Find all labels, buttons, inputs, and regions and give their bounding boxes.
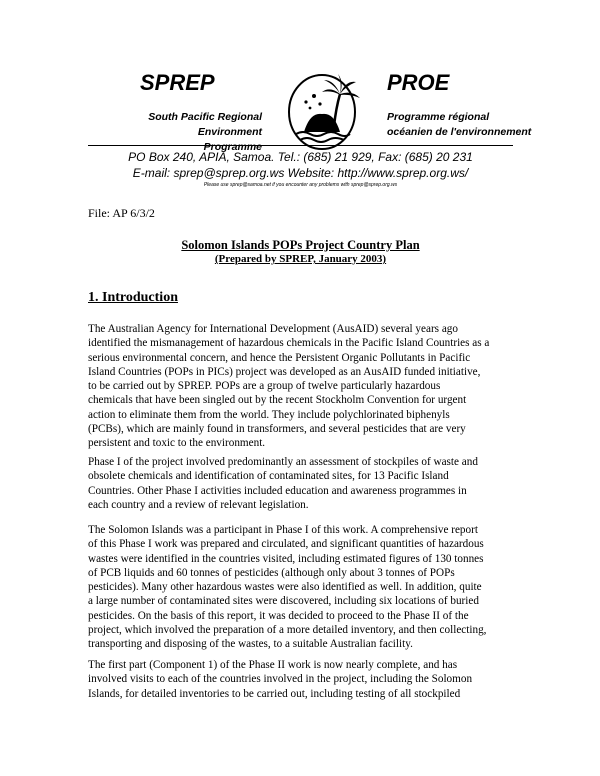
contact-email-website-line: E-mail: sprep@sprep.org.ws Website: http://www.sprep.org.ws/ [132,166,469,180]
contact-address-line: PO Box 240, APIA, Samoa. Tel.: (685) 21 929, Fax: (685) 20 231 [128,150,473,164]
paragraph-line: of PCB liquids and 60 tonnes of pesticides (although only about 3 tonnes of POPs [88,566,455,579]
org-subtitle-french-line: océanien de l'environnement [387,126,532,138]
org-name-sprep: SPREP [140,70,215,95]
paragraph-line: each country and a review of relevant legislation. [88,498,309,511]
file-reference: File: AP 6/3/2 [88,206,155,220]
contact-note: Please use sprep@samoa.net if you encounter any problems with sprep@sprep.org.ws [203,182,398,188]
paragraph-line: persistent and toxic to the environment. [88,437,266,450]
paragraph-line: action to eliminate them from the world. They include polychlorinated biphenyls [88,408,450,421]
paragraph-line: Countries. Other Phase I activities included education and awareness programmes in [88,484,467,497]
paragraph [88,658,518,701]
paragraph-line: The Solomon Islands was a participant in Phase I of this work. A comprehensive report [88,524,478,536]
paragraph-line: chemicals that have been singled out by the recent Stockholm Convention for urgent [88,394,467,407]
paragraph-line: involved visits to each of the countries involved in the project, including the Solomon [88,673,473,686]
paragraph-line: serious environmental concern, and hence the Persistent Organic Pollutants in Pacific [88,351,471,364]
paragraph-line: identified the mismanagement of hazardous chemicals in the Pacific Island Countries as a [88,337,490,350]
org-subtitle-english-line: Environment Programme [197,126,262,153]
paragraph-line: The Australian Agency for International Development (AusAID) several years ago [88,323,458,335]
org-subtitle-french-line: Programme régional [387,111,490,123]
paragraph-line: Phase I of the project involved predominantly an assessment of stockpiles of waste and [88,456,478,468]
paragraph-line: The first part (Component 1) of the Phase II work is now nearly complete, and has [88,659,458,671]
paragraph-line: pesticides). Many other hazardous wastes were also identified as well. In addition, quite [88,581,482,594]
paragraph-line: wastes were identified in the countries visited, including estimated figures of 130 tonnes [88,552,484,565]
paragraph-line: (PCBs), which are mainly found in transformers, and several pesticides that are very [88,423,466,436]
org-subtitle-english-line: South Pacific Regional [148,111,262,123]
sprep-emblem-logo [276,68,368,152]
paragraph [88,523,518,652]
paragraph-line: obsolete chemicals and identification of contaminated sites, for 13 Pacific Island [88,470,449,483]
letterhead-divider [88,145,513,146]
paragraph [88,455,518,512]
org-name-proe: PROE [387,70,450,95]
org-subtitle-french [387,110,557,140]
paragraph-line: to be carried out by SPREP. POPs are a group of twelve particularly hazardous [88,380,441,393]
paragraph [88,322,518,451]
document-title: Solomon Islands POPs Project Country Plan [181,238,420,252]
paragraph-line: a large number of contaminated sites were discovered, including six locations of buried [88,595,479,608]
paragraph-line: Island Countries (POPs in PICs) project was developed as an AusAID funded initiative, [88,365,481,378]
document-subtitle: (Prepared by SPREP, January 2003) [214,253,387,265]
paragraph-line: project, which involved the preparation of a more detailed inventory, and then collecting, [88,624,487,637]
org-subtitle-english [137,110,262,155]
paragraph-line: transporting and disposing of the wastes, to a suitable Australian facility. [88,638,413,651]
paragraph-line: Islands, for detailed inventories to be carried out, including testing of all stockpiled [88,687,461,700]
paragraph-line: of this Phase I work was prepared and circulated, and significant quantities of hazardous [88,538,484,551]
section-heading: 1. Introduction [88,290,178,305]
paragraph-line: pesticides. On the basis of this report, it was decided to proceed to the Phase II of the [88,609,469,622]
